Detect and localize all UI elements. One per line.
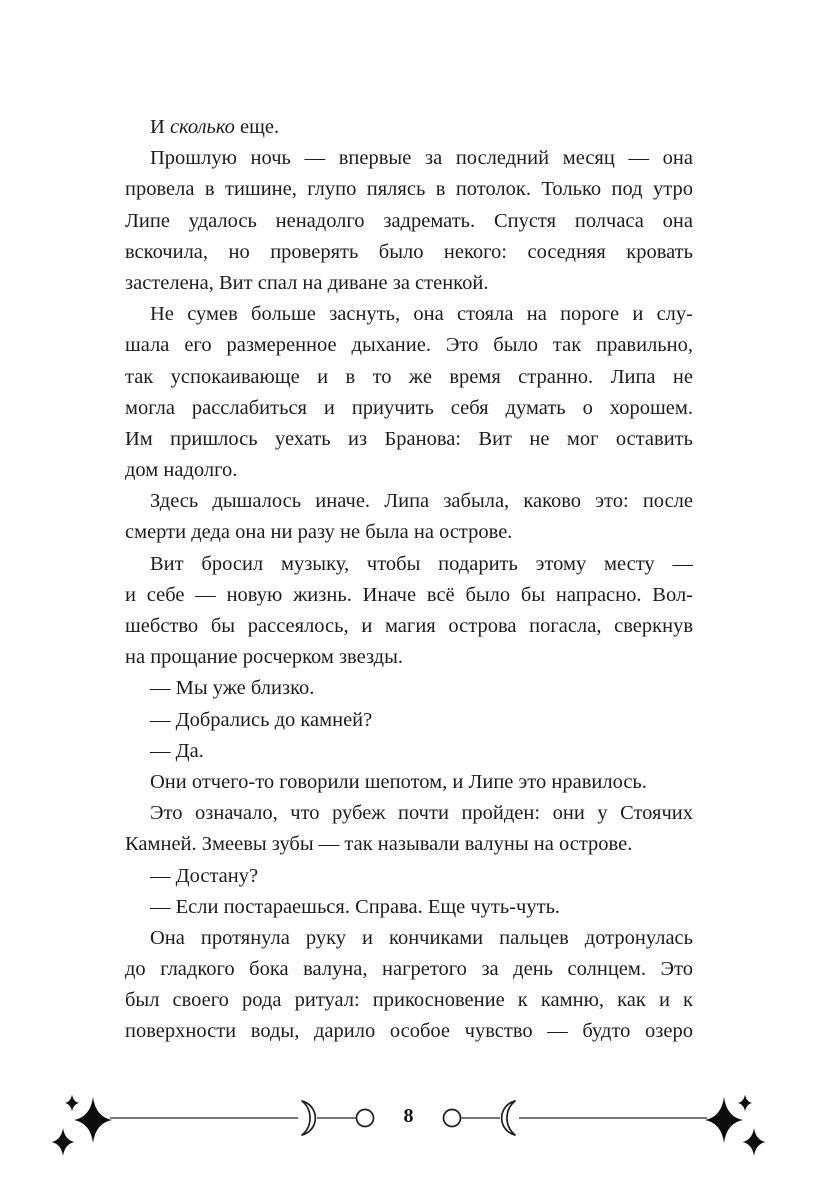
italic-text: сколько bbox=[169, 116, 235, 138]
text-line bbox=[125, 362, 693, 393]
circle-ornament-icon bbox=[444, 1110, 461, 1127]
text-segment: шала его размеренное дыхание. Это было так правильно, bbox=[125, 334, 693, 357]
text-segment: — Да. bbox=[150, 739, 204, 762]
text-line bbox=[125, 174, 693, 205]
text-block bbox=[125, 112, 693, 1048]
text-segment: был своего рода ритуал: прикосновение к камню, как и к bbox=[125, 989, 693, 1012]
paragraph bbox=[125, 299, 693, 486]
text-segment: Прошлую ночь — впервые за последний месяц — она bbox=[150, 147, 693, 170]
text-segment: дом надолго. bbox=[125, 459, 238, 482]
footer-divider-ornament bbox=[0, 1080, 817, 1190]
text-segment: Камней. Змеевы зубы — так называли валуны на острове. bbox=[125, 833, 633, 856]
text-segment: и себе — новую жизнь. Иначе всё было бы напрасно. Вол- bbox=[125, 583, 693, 606]
text-line bbox=[125, 642, 693, 673]
text-segment: еще. bbox=[234, 116, 280, 138]
text-line bbox=[125, 424, 693, 455]
sparkle-cluster-left-icon bbox=[52, 1095, 113, 1157]
paragraph bbox=[125, 767, 693, 798]
text-segment: на прощание росчерком звезды. bbox=[125, 646, 404, 669]
text-line bbox=[125, 736, 693, 767]
text-segment: вскочила, но проверять было некого: соседняя кровать bbox=[125, 240, 693, 263]
text-line bbox=[125, 393, 693, 424]
circle-ornament-icon bbox=[357, 1110, 374, 1127]
paragraph bbox=[125, 673, 693, 704]
crescent-moon-icon bbox=[502, 1101, 515, 1135]
text-segment: — Добрались до камней? bbox=[150, 708, 373, 731]
paragraph bbox=[125, 143, 693, 299]
text-line bbox=[125, 611, 693, 642]
text-line bbox=[125, 673, 693, 704]
text-segment: Она протянула руку и кончиками пальцев дотронулась bbox=[150, 926, 693, 949]
paragraph bbox=[125, 798, 693, 860]
text-line bbox=[125, 549, 693, 580]
text-line bbox=[125, 237, 693, 268]
text-segment: — Если постараешься. Справа. Еще чуть-чуть. bbox=[150, 895, 561, 918]
text-segment: — Мы уже близко. bbox=[150, 677, 315, 700]
text-line bbox=[125, 268, 693, 299]
page-number: 8 bbox=[403, 1105, 413, 1127]
text-segment: Вит бросил музыку, чтобы подарить этому месту — bbox=[150, 552, 693, 575]
text-segment: провела в тишине, глупо пялясь в потолок. Только под утро bbox=[125, 178, 693, 201]
text-segment: поверхности воды, дарило особое чувство — будто озеро bbox=[125, 1020, 693, 1043]
text-segment: И bbox=[150, 116, 170, 138]
text-line bbox=[125, 892, 693, 923]
text-line bbox=[125, 829, 693, 860]
text-segment: Это означало, что рубеж почти пройден: они у Стоячих bbox=[150, 802, 693, 825]
sparkle-icon bbox=[738, 1095, 752, 1112]
text-line bbox=[125, 798, 693, 829]
sparkle-icon bbox=[705, 1097, 743, 1143]
text-line bbox=[125, 580, 693, 611]
paragraph bbox=[125, 705, 693, 736]
text-segment: шебство бы рассеялось, и магия острова погасла, сверкнув bbox=[125, 615, 693, 637]
sparkle-icon bbox=[65, 1095, 79, 1112]
text-line bbox=[125, 861, 693, 892]
paragraph bbox=[125, 736, 693, 767]
text-line bbox=[125, 767, 693, 798]
sparkle-icon bbox=[74, 1097, 112, 1143]
text-segment: Им пришлось уехать из Бранова: Вит не мог оставить bbox=[125, 427, 693, 450]
text-line bbox=[125, 112, 693, 143]
text-line bbox=[125, 206, 693, 237]
text-line bbox=[125, 299, 693, 330]
text-line bbox=[125, 517, 693, 548]
text-segment: застелена, Вит спал на диване за стенкой. bbox=[125, 271, 489, 294]
text-line bbox=[125, 705, 693, 736]
text-line bbox=[125, 455, 693, 486]
sparkle-cluster-right-icon bbox=[705, 1095, 766, 1157]
text-segment: Они отчего-то говорили шепотом, и Липе это нравилось. bbox=[150, 770, 647, 793]
paragraph bbox=[125, 112, 693, 143]
crescent-moon-icon bbox=[302, 1101, 315, 1135]
paragraph bbox=[125, 486, 693, 548]
text-segment: Здесь дышалось иначе. Липа забыла, каково это: после bbox=[150, 490, 693, 513]
paragraph bbox=[125, 892, 693, 923]
text-line bbox=[125, 486, 693, 517]
paragraph bbox=[125, 549, 693, 674]
text-segment: до гладкого бока валуна, нагретого за день солнцем. Это bbox=[125, 958, 693, 981]
text-line bbox=[125, 330, 693, 361]
paragraph bbox=[125, 923, 693, 1048]
paragraph bbox=[125, 861, 693, 892]
text-segment: Не сумев больше заснуть, она стояла на пороге и слу- bbox=[150, 303, 693, 326]
text-segment: — Достану? bbox=[150, 864, 259, 887]
text-segment: Липе удалось ненадолго задремать. Спустя полчаса она bbox=[125, 209, 693, 232]
text-line bbox=[125, 954, 693, 985]
text-line bbox=[125, 985, 693, 1016]
sparkle-icon bbox=[52, 1128, 75, 1156]
text-line bbox=[125, 1016, 693, 1047]
text-line bbox=[125, 923, 693, 954]
text-segment: смерти деда она ни разу не была на острове. bbox=[125, 521, 513, 544]
text-segment: могла расслабиться и приучить себя думать о хорошем. bbox=[125, 396, 693, 419]
sparkle-icon bbox=[743, 1128, 766, 1156]
text-segment: так успокаивающе и в то же время странно. Липа не bbox=[125, 365, 693, 388]
text-line bbox=[125, 143, 693, 174]
